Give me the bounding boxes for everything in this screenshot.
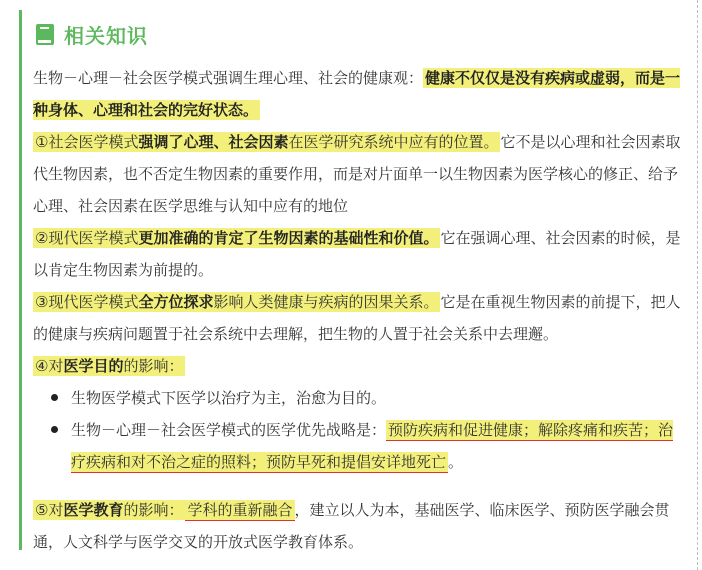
point-4-highlight (33, 356, 185, 376)
point-1-detail: 它不是以心理和社会因素取代生物因素，也不否定生物因素的重要作用，而是对片面单一以生物因素为医学核心的修正、给予心理、社会因素在医学思维与认知中应有的地位 (33, 133, 681, 215)
paragraph-point-2 (33, 222, 683, 286)
bullet-2-lead: 生物－心理－社会医学模式的医学优先战略是： (71, 421, 387, 439)
related-knowledge-panel (19, 10, 690, 550)
point-3-detail: 它是在重视生物因素的前提下，把人的健康与疾病问题置于社会系统中去理解，把生物的人置于社会关系中去理邂。 (33, 293, 681, 343)
section-title: 相关知识 (64, 23, 148, 48)
point-2-key: 更加准确的肯定了生物因素的基础性和价值。 (138, 229, 439, 247)
point-5-lead: ⑤对 (35, 501, 64, 519)
paragraph-spacer (33, 478, 683, 494)
book-icon (36, 24, 54, 45)
health-definition-text: 健康不仅仅是没有疾病或虚弱，而是一种身体、心理和社会的完好状态。 (33, 69, 681, 119)
point-1-lead: ①社会医学模式 (35, 133, 139, 151)
point-4-tail: 的影响： (123, 357, 184, 375)
point-2-lead: ②现代医学模式 (35, 229, 139, 247)
point-5-highlight (33, 500, 185, 520)
point-3-lead: ③现代医学模式 (35, 293, 139, 311)
health-view-intro: 生物－心理－社会医学模式强调生理心理、社会的健康观： (33, 69, 424, 87)
paragraph-point-4 (33, 350, 683, 382)
paragraph-point-5 (33, 494, 683, 558)
point-5-detail: ，建立以人为本，基础医学、临床医学、预防医学融会贯通，人文科学与医学交叉的开放式医学教育体系。 (33, 501, 670, 551)
list-item (33, 382, 683, 414)
priority-strategy-highlight: 预防疾病和促进健康；解除疼痛和疾苦；治疗疾病和对不治之症的照料；预防早死和提倡安详地死亡 (71, 421, 674, 471)
point-2-detail: 它在强调心理、社会因素的时候，是以肯定生物因素为前提的。 (33, 229, 681, 279)
paragraph-health-view (33, 62, 683, 126)
medical-purpose-list (33, 382, 683, 478)
bullet-2-tail: 。 (448, 453, 464, 471)
list-item (33, 414, 683, 478)
paragraph-point-3 (33, 286, 683, 350)
point-2-highlight (33, 228, 440, 248)
knowledge-content (33, 62, 683, 558)
point-3-highlight (33, 292, 440, 312)
point-1-key: 强调了心理、社会因素 (138, 133, 289, 151)
paragraph-point-1 (33, 126, 683, 222)
point-4-key: 医学目的 (63, 357, 124, 375)
discipline-fusion-highlight: 学科的重新融合 (187, 501, 293, 519)
point-5-tail: 的影响： (123, 501, 184, 519)
point-4-lead: ④对 (35, 357, 64, 375)
point-3-tail: 影响人类健康与疾病的因果关系。 (213, 293, 439, 311)
point-1-highlight (33, 132, 500, 152)
point-5-key: 医学教育 (63, 501, 124, 519)
section-heading (36, 19, 148, 49)
point-1-tail: 在医学研究系统中应有的位置。 (288, 133, 499, 151)
bullet-1-text: 生物医学模式下医学以治疗为主，治愈为目的。 (71, 389, 387, 407)
point-3-key: 全方位探求 (138, 293, 214, 311)
page-edge-divider (696, 0, 698, 570)
